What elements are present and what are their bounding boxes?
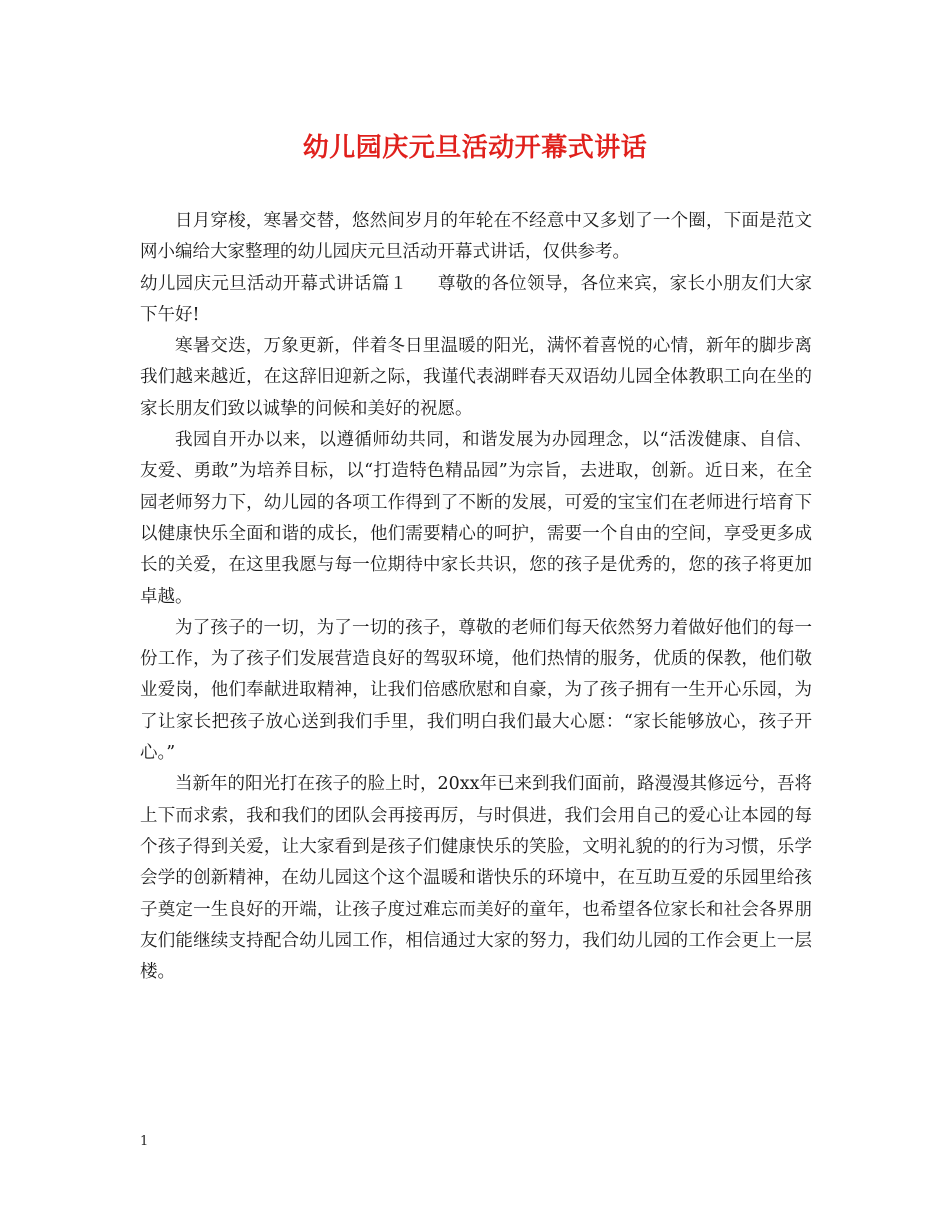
document-body (140, 206, 812, 988)
page-number: 1 (140, 1134, 149, 1149)
document-title: 幼儿园庆元旦活动开幕式讲话 (302, 133, 648, 163)
section-heading: 幼儿园庆元旦活动开幕式讲话篇１ (140, 273, 408, 294)
body-paragraph-1: 寒暑交迭，万象更新，伴着冬日里温暖的阳光，满怀着喜悦的心情，新年的脚步离我们越来越近，在这辞旧迎新之际，我谨代表湖畔春天双语幼儿园全体教职工向在坐的家长朋友们致以诚挚的问候和美好的祝愿。 (140, 336, 812, 419)
body-paragraph-2: 我园自开办以来，以遵循师幼共同，和谐发展为办园理念，以“活泼健康、自信、友爱、勇敢”为培养目标，以“打造特色精品园”为宗旨，去进取，创新。近日来，在全园老师努力下，幼儿园的各项工作得到了不断的发展，可爱的宝宝们在老师进行培育下以健康快乐全面和谐的成长，他们需要精心的呵护，需要一个自由的空间，享受更多成长的关爱，在这里我愿与每一位期待中家长共识，您的孩子是优秀的，您的孩子将更加卓越。 (140, 430, 812, 607)
section-heading-line (140, 269, 812, 332)
body-paragraph-4: 当新年的阳光打在孩子的脸上时，20xx年已来到我们面前，路漫漫其修远兮，吾将上下而求索，我和我们的团队会再接再厉，与时俱进，我们会用自己的爱心让本园的每个孩子得到关爱，让大家看到是孩子们健康快乐的笑脸，文明礼貌的的行为习惯，乐学会学的创新精神，在幼儿园这个这个温暖和谐快乐的环境中，在互助互爱的乐园里给孩子奠定一生良好的开端，让孩子度过难忘而美好的童年，也希望各位家长和社会各界朋友们能继续支持配合幼儿园工作，相信通过大家的努力，我们幼儿园的工作会更上一层楼。 (140, 774, 813, 983)
intro-paragraph: 日月穿梭，寒暑交替，悠然间岁月的年轮在不经意中又多划了一个圈，下面是范文网小编给大家整理的幼儿园庆元旦活动开幕式讲话，仅供参考。 (140, 211, 812, 263)
body-paragraph-3: 为了孩子的一切，为了一切的孩子，尊敬的老师们每天依然努力着做好他们的每一份工作，为了孩子们发展营造良好的驾驭环境，他们热情的服务，优质的保教，他们敬业爱岗，他们奉献进取精神，让我们倍感欣慰和自豪，为了孩子拥有一生开心乐园，为了让家长把孩子放心送到我们手里，我们明白我们最大心愿：“家长能够放心，孩子开心。” (140, 617, 812, 764)
greeting: 尊敬的各位领导，各位来宾，家长小朋友们大家下午好! (140, 273, 812, 325)
